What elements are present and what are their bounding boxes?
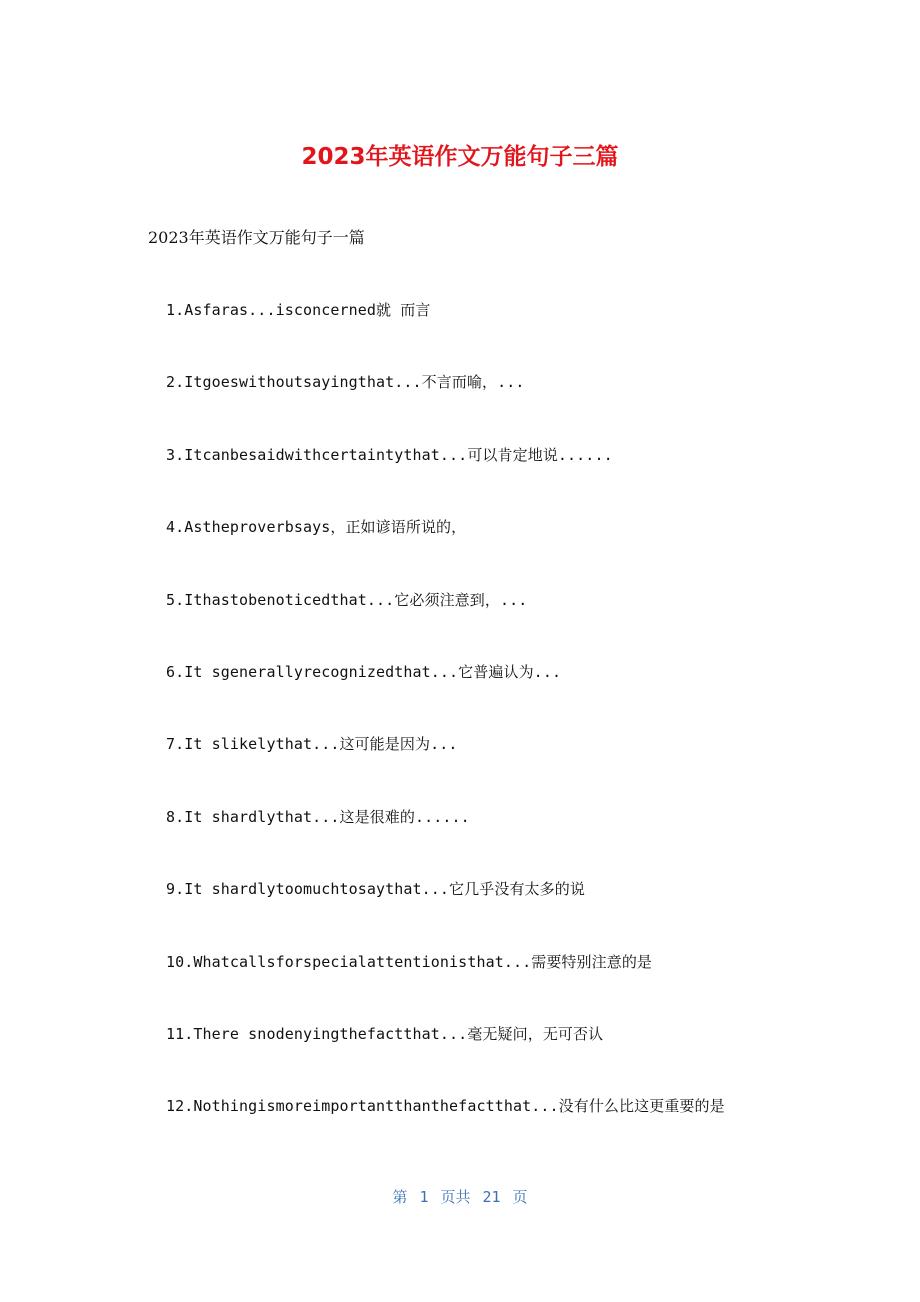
footer-suffix: 页	[512, 1188, 528, 1206]
footer-prefix: 第	[392, 1188, 408, 1206]
list-item: 7.It slikelythat...这可能是因为...	[166, 735, 458, 754]
list-item: 1.Asfaras...isconcerned就 而言	[166, 301, 431, 319]
list-item: 6.It sgenerallyrecognizedthat...它普遍认为...	[166, 662, 562, 681]
total-page-count: 21	[482, 1188, 501, 1206]
page-footer	[0, 1186, 920, 1208]
sentence-list	[166, 298, 725, 1167]
list-item: 11.There snodenyingthefactthat...毫无疑问，无可否认	[166, 1024, 604, 1043]
list-item: 12.Nothingismoreimportantthanthefactthat...没有什么比这更重要的是	[166, 1097, 725, 1116]
list-item: 10.Whatcallsforspecialattentionisthat...需要特别注意的是	[166, 952, 653, 971]
list-item: 4.Astheproverbsays，正如谚语所说的，	[166, 518, 467, 537]
footer-middle: 页共	[440, 1188, 471, 1206]
section-heading: 2023年英语作文万能句子一篇	[148, 228, 365, 247]
document-title: 2023年英语作文万能句子三篇	[301, 144, 619, 170]
current-page-number: 1	[419, 1188, 429, 1206]
list-item: 5.Ithastobenoticedthat...它必须注意到，...	[166, 590, 528, 609]
list-item: 3.Itcanbesaidwithcertaintythat...可以肯定地说......	[166, 445, 613, 464]
list-item: 2.Itgoeswithoutsayingthat...不言而喻，...	[166, 373, 525, 392]
list-item: 9.It shardlytoomuchtosaythat...它几乎没有太多的说	[166, 880, 585, 899]
list-item: 8.It shardlythat...这是很难的......	[166, 807, 470, 826]
